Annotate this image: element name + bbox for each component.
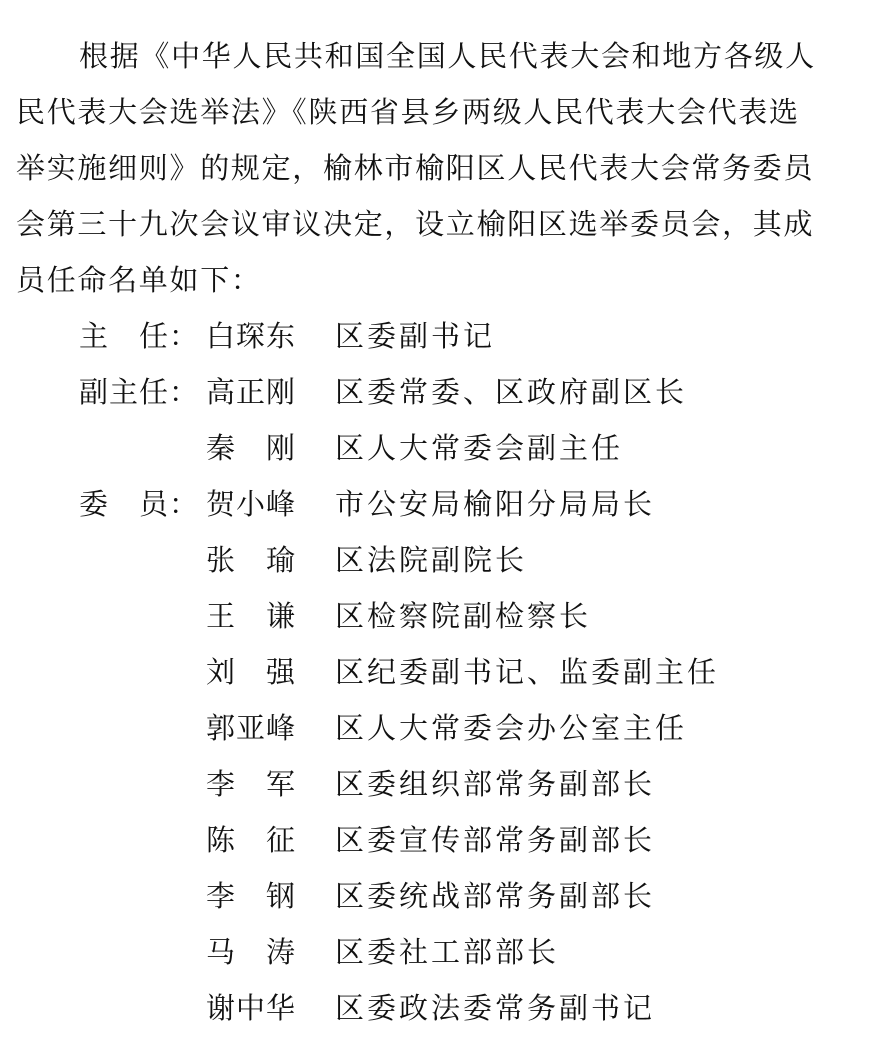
member-name: 李 钢	[206, 879, 297, 913]
member-position: 区委组织部常务副部长	[335, 767, 656, 801]
member-name: 谢中华	[206, 991, 297, 1025]
member-name: 秦 刚	[206, 431, 297, 465]
member-name: 郭亚峰	[206, 711, 297, 745]
member-name: 高正刚	[206, 375, 297, 409]
member-position: 区委社工部部长	[335, 935, 560, 969]
member-entry	[0, 420, 888, 476]
member-role: 副主任：	[79, 375, 200, 409]
member-name: 马 涛	[206, 935, 297, 969]
member-entry	[0, 644, 888, 700]
member-position: 区委宣传部常务副部长	[335, 823, 656, 857]
member-entry	[0, 588, 888, 644]
member-entry	[0, 364, 888, 420]
member-entry	[0, 700, 888, 756]
member-name: 贺小峰	[206, 487, 297, 521]
member-role: 委 员：	[79, 487, 200, 521]
member-entry	[0, 756, 888, 812]
member-position: 区委统战部常务副部长	[335, 879, 656, 913]
member-entry	[0, 868, 888, 924]
member-position: 区人大常委会办公室主任	[335, 711, 688, 745]
member-entry	[0, 308, 888, 364]
member-name: 王 谦	[206, 599, 297, 633]
member-entry	[0, 476, 888, 532]
intro-line-4: 会第三十九次会议审议决定，设立榆阳区选举委员会，其成	[16, 207, 815, 241]
member-position: 区法院副院长	[335, 543, 528, 577]
intro-line-3: 举实施细则》的规定，榆林市榆阳区人民代表大会常务委员	[16, 151, 815, 185]
member-position: 区委政法委常务副书记	[335, 991, 656, 1025]
member-name: 陈 征	[206, 823, 297, 857]
member-position: 区检察院副检察长	[335, 599, 592, 633]
member-entry	[0, 980, 888, 1036]
member-position: 区纪委副书记、监委副主任	[335, 655, 720, 689]
member-position: 区委常委、区政府副区长	[335, 375, 688, 409]
member-role: 主 任：	[79, 319, 200, 353]
member-name: 李 军	[206, 767, 297, 801]
member-name: 张 瑜	[206, 543, 297, 577]
intro-line-5: 员任命名单如下：	[16, 263, 262, 297]
member-entry	[0, 924, 888, 980]
member-name: 刘 强	[206, 655, 297, 689]
member-entry	[0, 812, 888, 868]
member-name: 白琛东	[206, 319, 297, 353]
member-position: 市公安局榆阳分局局长	[335, 487, 656, 521]
intro-line-2: 民代表大会选举法》《陕西省县乡两级人民代表大会代表选	[16, 95, 800, 129]
member-entry	[0, 532, 888, 588]
intro-line-1: 根据《中华人民共和国全国人民代表大会和地方各级人	[79, 39, 816, 73]
member-position: 区人大常委会副主任	[335, 431, 624, 465]
member-position: 区委副书记	[335, 319, 496, 353]
